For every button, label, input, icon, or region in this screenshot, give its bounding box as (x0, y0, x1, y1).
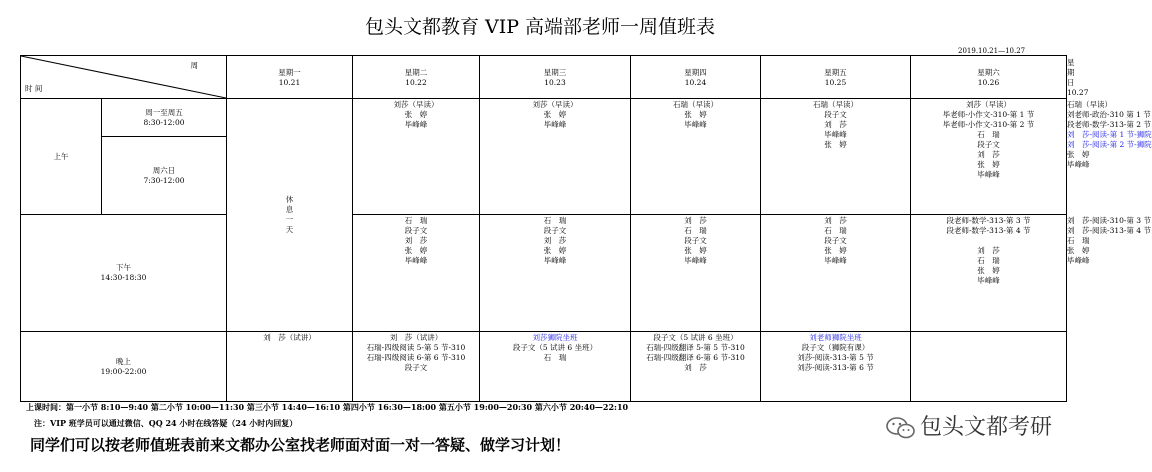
cell-line: 毕峰峰 (684, 256, 707, 265)
cell-line: 毕峰峰 (977, 170, 1000, 179)
cell-line: 刘莎（早读） (393, 100, 439, 109)
cell-sat-afternoon (911, 215, 1067, 332)
cell-line: 石 瑞 (543, 216, 567, 225)
cell-line: 段子文（5 试讲 6 坐班） (512, 343, 598, 352)
cell-line: 段子文 (824, 236, 847, 245)
cell-line: 张 婷 (684, 246, 707, 255)
cell-line: 段老师-数学-313-第 3 节 (946, 216, 1031, 225)
cell-line: 刘莎-阅读-313-第 5 节 (797, 353, 874, 362)
cell-line: 刘 莎 (684, 363, 707, 372)
cell-line: 张 婷 (977, 266, 1000, 275)
cell-line: 张 婷 (977, 160, 1000, 169)
cell-line: 石 瑞 (404, 216, 428, 225)
cell-tue-afternoon (353, 215, 480, 332)
cell-sat-morning (911, 99, 1067, 215)
afternoon-label: 下午 14:30-18:30 (21, 215, 227, 332)
cell-line: 刘 莎 (977, 150, 1000, 159)
cell-line: 刘 莎 (824, 120, 847, 129)
day-header-sat: 星期六 10.26 (911, 56, 1067, 99)
cell-line: 刘莎-阅读-313-第 6 节 (797, 363, 874, 372)
notice-text: 同学们可以按老师值班表前来文都办公室找老师面对面一对一答疑、做学习计划！ (30, 436, 571, 454)
cell-line: 石瑞-四级阅读 5-第 5 节-310 (366, 343, 466, 352)
cell-line: 张 婷 (824, 246, 847, 255)
day-header-fri: 星期五 10.25 (761, 56, 911, 99)
cell-line: 刘 莎 (684, 216, 707, 225)
cell-tue-evening (353, 332, 480, 402)
duty-schedule-table: 周 时 间 星期一 10.21 星期二 10.22 星期三 10.23 星期四 10.24 星期五 10.25 星期六 10.26 星期日 10.27 上午 周一至周五 8:30-12:00 休 息 一 天 刘莎（早读） 张 婷 毕峰峰 刘莎（早读） 张 婷 毕峰峰 石瑞（早读） 张 婷 毕峰峰 石瑞（早读） 段子文 刘 莎 毕峰峰 张 婷 刘莎（早读） 毕老师-小作文-310-第 1 节 毕老师-小作文-310-第 2 节 石 瑞 段子文 刘 莎 张 婷 毕峰峰 石瑞（早读） 刘老师-政治-310 第 1 节 段老师-数学-313-第 2 节 刘 莎-阅读-第 1 节-狮院 刘 莎-阅读-第 2 节-狮院 张 婷 毕峰峰 周六日 7:30-12:00 下午 14:30-18:30 石 瑞 段子文 刘 莎 张 婷 毕峰峰 石 瑞 段子文 刘 莎 张 婷 毕峰峰 刘 莎 石 瑞 段子文 张 婷 毕峰峰 刘 莎 石 瑞 段子文 张 婷 毕峰峰 段老师-数学-313-第 3 节 段老师-数学-313-第 4 节 刘 莎 石 瑞 张 婷 毕峰峰 刘 莎-阅读-310-第 3 节 刘 莎-阅读-313-第 4 节 石 瑞 张 婷 毕峰峰 晚上 19:00-22:00 刘 莎（试讲） 刘 莎（试讲） 石瑞-四级阅读 5-第 5 节-310 石瑞-四级阅读 6-第 6 节-310 段子文 刘莎狮院坐班 段子文（5 试讲 6 坐班） 石 瑞 段子文（5 试讲 6 坐班） 石瑞-四级翻译 5-第 5 节-310 石瑞-四级翻译 6-第 6 节-310 刘 莎 刘老师狮院坐班 段子文（狮院有课） 刘莎-阅读-313-第 5 节 刘莎-阅读-313-第 6 节 (20, 55, 1067, 402)
cell-line: 石 瑞 (824, 226, 847, 235)
morning-slot-weekday: 周一至周五 8:30-12:00 (102, 99, 227, 137)
cell-line: 张 婷 (824, 140, 847, 149)
date-range: 2019.10.21—10.27 (958, 47, 1026, 55)
cell-line: 毕峰峰 (824, 130, 847, 139)
day-header-mon: 星期一 10.21 (227, 56, 353, 99)
cell-line: 毕老师-小作文-310-第 2 节 (942, 120, 1035, 129)
cell-line: 刘 莎 (543, 236, 567, 245)
day-header-wed: 星期三 10.23 (480, 56, 631, 99)
cell-line: 刘老师狮院坐班 (809, 333, 862, 342)
morning-label: 上午 (21, 99, 102, 215)
cell-line: 石 瑞 (684, 226, 707, 235)
cell-line: 石瑞-四级翻译 6-第 6 节-310 (646, 353, 745, 362)
cell-line: 段子文 (684, 236, 707, 245)
cell-line: 刘 莎 (404, 236, 428, 245)
cell-line: 张 婷 (543, 246, 567, 255)
cell-wed-evening (480, 332, 631, 402)
cell-line: 刘莎狮院坐班 (532, 333, 578, 342)
day-header-tue: 星期二 10.22 (353, 56, 480, 99)
watermark (886, 410, 1052, 441)
cell-line: 石瑞-四级翻译 5-第 5 节-310 (646, 343, 745, 352)
class-times: 上课时间：第一小节 8:10—9:40 第二小节 10:00—11:30 第三小节 14:40—16:10 第四小节 16:30—18:00 第五小节 19:00—20:30 第六小节 20:40—22:10 (26, 402, 629, 412)
cell-line: 刘 莎 (977, 246, 1000, 255)
wechat-icon (886, 416, 916, 440)
cell-line: 刘 莎（试讲） (389, 333, 443, 342)
cell-thu-afternoon (631, 215, 761, 332)
cell-line: 刘莎（早读） (532, 100, 578, 109)
cell-mon-evening (227, 332, 353, 402)
cell-line: 毕峰峰 (404, 256, 428, 265)
morning-slot-weekend: 周六日 7:30-12:00 (102, 137, 227, 215)
header-time-label: 时 间 (25, 84, 43, 93)
cell-line: 毕峰峰 (543, 120, 567, 129)
cell-line: 石瑞-四级阅读 6-第 6 节-310 (366, 353, 466, 362)
cell-line: 毕峰峰 (543, 256, 567, 265)
cell-thu-morning (631, 99, 761, 215)
day-header-thu: 星期四 10.24 (631, 56, 761, 99)
cell-tue-morning (353, 99, 480, 215)
cell-line: 张 婷 (404, 110, 428, 119)
cell-line: 段子文 (824, 110, 847, 119)
cell-fri-afternoon (761, 215, 911, 332)
cell-line: 段子文 (404, 226, 428, 235)
cell-line: 毕峰峰 (824, 256, 847, 265)
cell-line: 石瑞（早读） (673, 100, 718, 109)
cell-line: 张 婷 (404, 246, 428, 255)
cell-line: 段子文 (543, 226, 567, 235)
cell-line: 刘 莎 (824, 216, 847, 225)
cell-thu-evening (631, 332, 761, 402)
cell-line: 石瑞（早读） (813, 100, 858, 109)
cell-fri-evening (761, 332, 911, 402)
cell-sat-evening (911, 332, 1067, 402)
cell-line: 毕峰峰 (977, 276, 1000, 285)
cell-line: 毕老师-小作文-310-第 1 节 (942, 110, 1035, 119)
cell-line (911, 236, 1066, 246)
cell-line: 刘 莎（试讲） (263, 333, 316, 342)
header-corner (21, 56, 227, 99)
monday-rest-cell: 休 息 一 天 (227, 99, 353, 332)
cell-line: 张 婷 (684, 110, 707, 119)
cell-wed-morning (480, 99, 631, 215)
cell-line: 石 瑞 (977, 130, 1000, 139)
cell-line: 毕峰峰 (684, 120, 707, 129)
evening-label: 晚上 19:00-22:00 (21, 332, 227, 402)
cell-line: 石 瑞 (977, 256, 1000, 265)
cell-line: 石 瑞 (543, 353, 567, 362)
cell-line: 段子文（狮院有课） (801, 343, 870, 352)
vip-note: 注：VIP 班学员可以通过微信、QQ 24 小时在线答疑（24 小时内回复） (34, 418, 298, 428)
cell-line: 张 婷 (543, 110, 567, 119)
header-week-label: 周 (190, 61, 198, 70)
cell-line: 段子文 (404, 363, 428, 372)
cell-line: 段子文（5 试讲 6 坐班） (653, 333, 738, 342)
cell-line: 段老师-数学-313-第 4 节 (946, 226, 1031, 235)
cell-wed-afternoon (480, 215, 631, 332)
cell-fri-morning (761, 99, 911, 215)
cell-line: 段子文 (977, 140, 1000, 149)
cell-line: 刘莎（早读） (966, 100, 1011, 109)
page-title: 包头文都教育 VIP 高端部老师一周值班表 (364, 16, 716, 38)
watermark-text: 包头文都考研 (919, 415, 1052, 440)
cell-line: 毕峰峰 (404, 120, 428, 129)
